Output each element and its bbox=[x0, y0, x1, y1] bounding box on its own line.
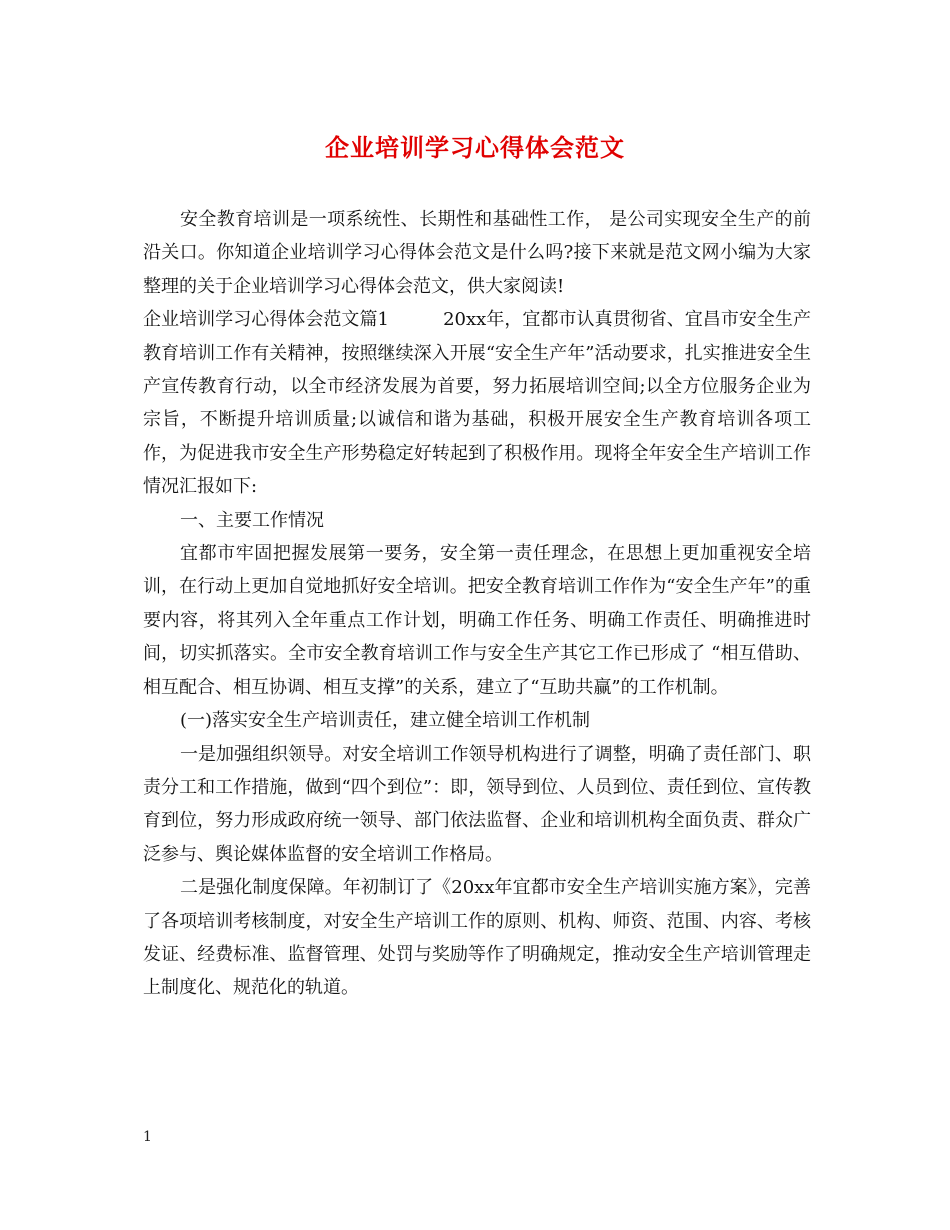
system-guarantee-paragraph: 二是强化制度保障。年初制订了《20xx年宜都市安全生产培训实施方案》，完善了各项培训考核制度，对安全生产培训工作的原则、机构、师资、范围、内容、考核发证、经费标准、监督管理、处罚与奖励等作了明确规定，推动安全生产培训管理走上制度化、规范化的轨道。 bbox=[143, 877, 811, 999]
document-body bbox=[143, 203, 811, 1005]
subsection-heading-training-responsibility: (一)落实安全生产培训责任，建立健全培训工作机制 bbox=[180, 710, 591, 732]
page-number: 1 bbox=[143, 1129, 152, 1145]
intro-paragraph: 安全教育培训是一项系统性、长期性和基础性工作， 是公司实现安全生产的前沿关口。你知道企业培训学习心得体会范文是什么吗?接下来就是范文网小编为大家整理的关于企业培训学习心得体会范文，供大家阅读! bbox=[143, 209, 811, 297]
section-heading-main-work: 一、主要工作情况 bbox=[180, 509, 324, 531]
article-one-paragraph: 企业培训学习心得体会范文篇1 20xx年，宜都市认真贯彻省、宜昌市安全生产教育培训工作有关精神，按照继续深入开展“安全生产年”活动要求，扎实推进安全生产宣传教育行动，以全市经济发展为首要，努力拓展培训空间;以全方位服务企业为宗旨，不断提升培训质量;以诚信和谐为基础，积极开展安全生产教育培训各项工作，为促进我市安全生产形势稳定好转起到了积极作用。现将全年安全生产培训工作情况汇报如下: bbox=[143, 309, 811, 498]
organization-leadership-paragraph: 一是加强组织领导。对安全培训工作领导机构进行了调整，明确了责任部门、职责分工和工作措施，做到“四个到位”：即，领导到位、人员到位、责任到位、宣传教育到位，努力形成政府统一领导、部门依法监督、企业和培训机构全面负责、群众广泛参与、舆论媒体监督的安全培训工作格局。 bbox=[143, 743, 811, 865]
document-title: 企业培训学习心得体会范文 bbox=[325, 133, 625, 162]
main-work-paragraph: 宜都市牢固把握发展第一要务，安全第一责任理念，在思想上更加重视安全培训，在行动上更加自觉地抓好安全培训。把安全教育培训工作作为“安全生产年”的重要内容，将其列入全年重点工作计划，明确工作任务、明确工作责任、明确推进时间，切实抓落实。全市安全教育培训工作与安全生产其它工作已形成了 “相互借助、相互配合、相互协调、相互支撑”的关系，建立了“互助共赢”的工作机制。 bbox=[143, 543, 811, 698]
